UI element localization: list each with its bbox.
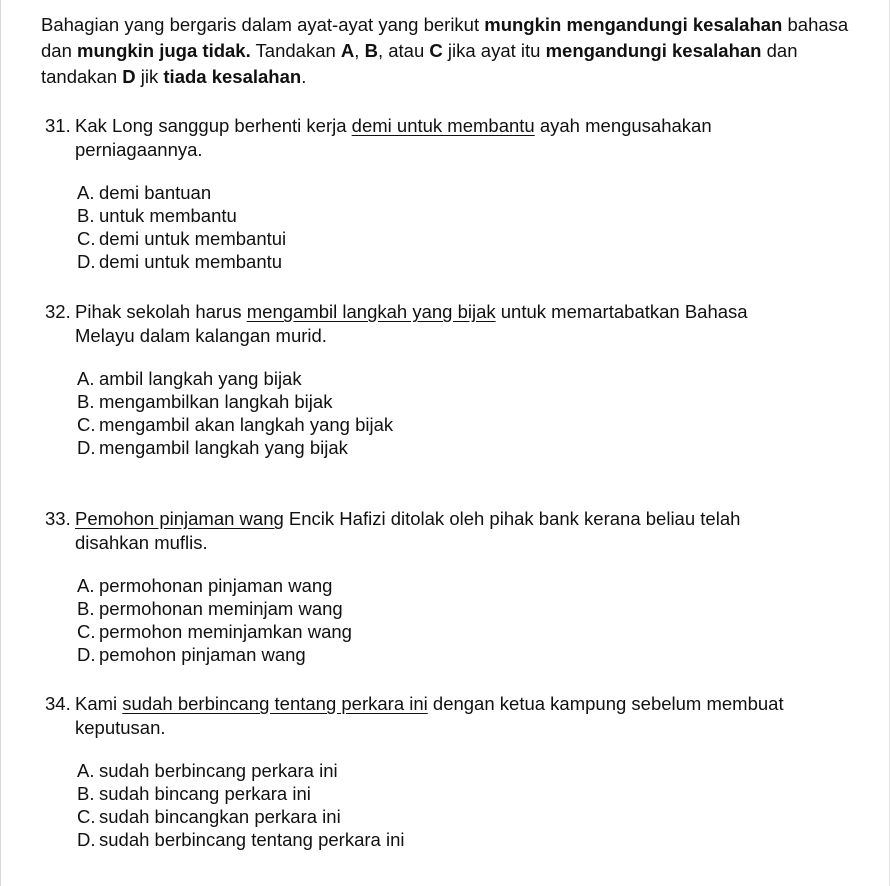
underlined-phrase: mengambil langkah yang bijak (246, 301, 496, 322)
option-b[interactable]: B. mengambilkan langkah bijak (77, 391, 333, 412)
question-text: Kami sudah berbincang tentang perkara ini dengan ketua kampung sebelum membuat keputusan. (75, 693, 784, 738)
option-d[interactable]: D. sudah berbincang tentang perkara ini (77, 829, 405, 850)
instructions (41, 12, 871, 90)
option-c[interactable]: C. permohon meminjamkan wang (77, 621, 352, 642)
question-34 (45, 692, 795, 851)
option-b[interactable]: B. permohonan meminjam wang (77, 598, 343, 619)
question-number: 32. (45, 301, 71, 322)
instructions-bold: mungkin mengandungi kesalahan (484, 14, 783, 35)
instructions-bold: D (122, 66, 136, 87)
instructions-text: jik (135, 66, 164, 87)
instructions-bold: C (429, 40, 443, 61)
underlined-phrase: Pemohon pinjaman wang (75, 508, 284, 529)
answer-options (77, 759, 795, 851)
instructions-bold: A (340, 40, 355, 61)
question-31 (45, 114, 795, 273)
instructions-text: , atau (377, 40, 430, 61)
instructions-text: . (301, 66, 307, 87)
instructions-bold: mengandungi kesalahan (545, 40, 762, 61)
option-a[interactable]: A. demi bantuan (77, 182, 212, 203)
instructions-text: , (354, 40, 365, 61)
question-stem (45, 692, 795, 740)
question-text: Pihak sekolah harus mengambil langkah yang bijak untuk memartabatkan Bahasa Melayu dalam kalangan murid. (75, 301, 748, 346)
question-number: 34. (45, 693, 71, 714)
instructions-bold: B (364, 40, 378, 61)
question-text: Pemohon pinjaman wang Encik Hafizi ditolak oleh pihak bank kerana beliau telah disahkan muflis. (75, 508, 741, 553)
underlined-phrase: demi untuk membantu (351, 115, 535, 136)
option-d[interactable]: D. mengambil langkah yang bijak (77, 437, 348, 458)
answer-options (77, 367, 795, 459)
option-d[interactable]: D. pemohon pinjaman wang (77, 644, 306, 665)
answer-options (77, 181, 795, 273)
underlined-phrase: sudah berbincang tentang perkara ini (122, 693, 428, 714)
option-b[interactable]: B. untuk membantu (77, 205, 237, 226)
question-33 (45, 507, 795, 666)
instructions-text: bahasa dan (41, 14, 849, 61)
question-stem (45, 507, 795, 555)
option-b[interactable]: B. sudah bincang perkara ini (77, 783, 311, 804)
option-a[interactable]: A. ambil langkah yang bijak (77, 368, 302, 389)
option-d[interactable]: D. demi untuk membantu (77, 251, 283, 272)
option-c[interactable]: C. mengambil akan langkah yang bijak (77, 414, 394, 435)
option-c[interactable]: C. sudah bincangkan perkara ini (77, 806, 341, 827)
question-stem (45, 300, 795, 348)
option-a[interactable]: A. permohonan pinjaman wang (77, 575, 333, 596)
question-number: 33. (45, 508, 71, 529)
instructions-text: dan tandakan (41, 40, 798, 87)
option-c[interactable]: C. demi untuk membantui (77, 228, 287, 249)
instructions-text: Tandakan (250, 40, 341, 61)
question-text: Kak Long sanggup berhenti kerja demi untuk membantu ayah mengusahakan perniagaannya. (75, 115, 712, 160)
option-a[interactable]: A. sudah berbincang perkara ini (77, 760, 338, 781)
instructions-bold: mungkin juga tidak. (77, 40, 251, 61)
question-32 (45, 300, 795, 459)
instructions-text: Bahagian yang bergaris dalam ayat-ayat yang berikut (41, 14, 485, 35)
answer-options (77, 574, 795, 666)
question-stem (45, 114, 795, 162)
instructions-bold: tiada kesalahan (163, 66, 302, 87)
instructions-text: jika ayat itu (442, 40, 546, 61)
question-number: 31. (45, 115, 71, 136)
